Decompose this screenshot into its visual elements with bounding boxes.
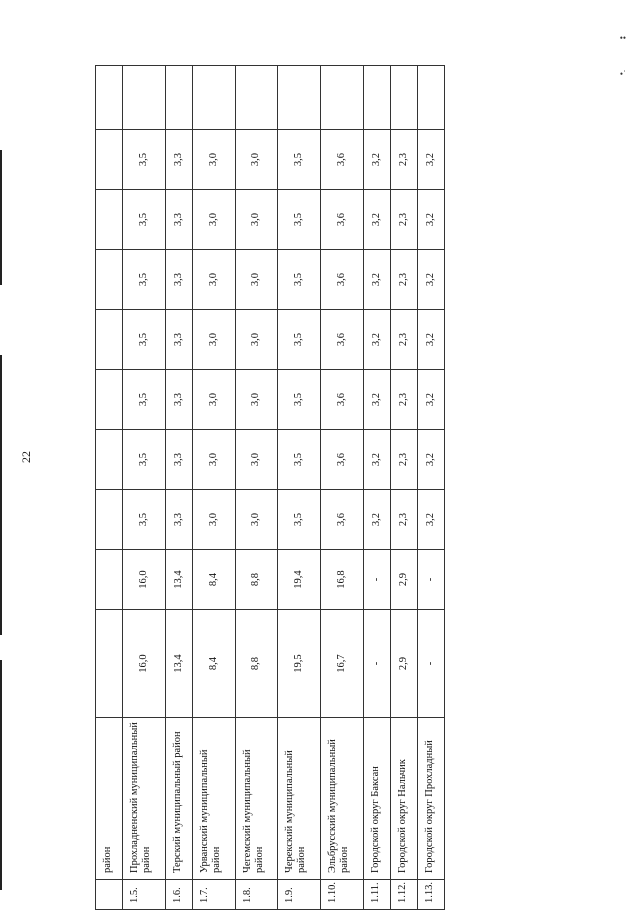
- value-cell: 3,3: [165, 370, 192, 430]
- row-index-cell: 1.9.: [278, 880, 321, 910]
- value-cell: -: [417, 610, 444, 718]
- row-index-cell: 1.5.: [123, 880, 166, 910]
- row-index-cell: 1.12.: [390, 880, 417, 910]
- page-number: 22: [19, 451, 33, 463]
- table-cell: [96, 250, 123, 310]
- value-cell: 3,3: [165, 190, 192, 250]
- value-cell: 16,0: [123, 610, 166, 718]
- table-cell: [96, 550, 123, 610]
- value-cell: 3,2: [417, 430, 444, 490]
- region-name-cell: Урванский муниципальный район: [192, 718, 235, 880]
- value-cell: 3,6: [320, 370, 363, 430]
- corner-mark: •˙: [619, 69, 626, 79]
- region-name-cell: Чегемский муниципальный район: [235, 718, 278, 880]
- value-cell: 3,5: [123, 250, 166, 310]
- table-cell: [96, 370, 123, 430]
- value-cell: 3,5: [123, 430, 166, 490]
- value-cell: 3,0: [235, 370, 278, 430]
- table-cell: [96, 130, 123, 190]
- value-cell: 3,2: [417, 130, 444, 190]
- table-frame: [95, 66, 445, 910]
- value-cell: 2,9: [390, 550, 417, 610]
- value-cell: 16,7: [320, 610, 363, 718]
- value-cell: 3,6: [320, 490, 363, 550]
- value-cell: 3,2: [417, 370, 444, 430]
- rotated-table-container: [95, 66, 445, 910]
- value-cell: 3,5: [123, 370, 166, 430]
- value-cell: 16,8: [320, 550, 363, 610]
- table-row: [235, 66, 278, 910]
- value-cell: 8,8: [235, 550, 278, 610]
- region-name-cell: Эльбрусский муниципальный район: [320, 718, 363, 880]
- table-cell: [96, 880, 123, 910]
- value-cell: 3,5: [123, 130, 166, 190]
- region-name-cell: Городской округ Нальчик: [390, 718, 417, 880]
- table-row: [192, 66, 235, 910]
- value-cell: 3,5: [278, 310, 321, 370]
- value-cell: 8,4: [192, 550, 235, 610]
- value-cell: 3,0: [192, 430, 235, 490]
- value-cell: 3,0: [192, 310, 235, 370]
- value-cell: 2,3: [390, 430, 417, 490]
- row-index-cell: 1.7.: [192, 880, 235, 910]
- value-cell: 3,2: [363, 310, 390, 370]
- table-row: [363, 66, 390, 910]
- value-cell: 8,8: [235, 610, 278, 718]
- value-cell: 13,4: [165, 610, 192, 718]
- value-cell: 16,0: [123, 550, 166, 610]
- value-cell: 3,0: [192, 190, 235, 250]
- value-cell: 3,2: [363, 430, 390, 490]
- value-cell: 2,3: [390, 130, 417, 190]
- value-cell: 3,2: [363, 490, 390, 550]
- region-name-cell: Прохладненский муниципальный район: [123, 718, 166, 880]
- region-name-cell: Терский муниципальный район: [165, 718, 192, 880]
- value-cell: 3,5: [278, 490, 321, 550]
- value-cell: 3,3: [165, 250, 192, 310]
- value-cell: 3,6: [320, 430, 363, 490]
- value-cell: 19,4: [278, 550, 321, 610]
- value-cell: 3,6: [320, 250, 363, 310]
- table-cell: [96, 310, 123, 370]
- value-cell: -: [363, 610, 390, 718]
- table-cell: [363, 66, 390, 130]
- value-cell: 2,3: [390, 250, 417, 310]
- region-name-cell: Городской округ Баксан: [363, 718, 390, 880]
- value-cell: 19,5: [278, 610, 321, 718]
- data-table: [95, 65, 445, 910]
- value-cell: 3,0: [192, 370, 235, 430]
- value-cell: 3,3: [165, 130, 192, 190]
- value-cell: 3,5: [123, 310, 166, 370]
- scan-edge-mark: [0, 355, 2, 635]
- value-cell: 3,3: [165, 430, 192, 490]
- value-cell: 3,2: [363, 370, 390, 430]
- value-cell: 3,5: [123, 490, 166, 550]
- value-cell: 3,5: [278, 250, 321, 310]
- value-cell: 2,9: [390, 610, 417, 718]
- value-cell: 3,0: [235, 190, 278, 250]
- value-cell: 3,5: [123, 190, 166, 250]
- value-cell: -: [363, 550, 390, 610]
- value-cell: 3,0: [192, 130, 235, 190]
- value-cell: 2,3: [390, 190, 417, 250]
- table-cell: [192, 66, 235, 130]
- value-cell: 2,3: [390, 310, 417, 370]
- table-cell: [320, 66, 363, 130]
- table-row: [165, 66, 192, 910]
- row-index-cell: 1.13.: [417, 880, 444, 910]
- table-row: [417, 66, 444, 910]
- table-cell: [278, 66, 321, 130]
- table-cell: [417, 66, 444, 130]
- row-index-cell: 1.8.: [235, 880, 278, 910]
- table-row: [320, 66, 363, 910]
- region-name-cell: район: [96, 718, 123, 880]
- table-cell: [390, 66, 417, 130]
- table-cell: [96, 66, 123, 130]
- value-cell: 3,5: [278, 130, 321, 190]
- region-name-cell: Городской округ Прохладный: [417, 718, 444, 880]
- table-cell: [165, 66, 192, 130]
- table-row: [96, 66, 123, 910]
- value-cell: 3,2: [417, 190, 444, 250]
- value-cell: 3,6: [320, 130, 363, 190]
- table-row: [123, 66, 166, 910]
- scan-edge-mark: [0, 150, 2, 285]
- value-cell: 3,3: [165, 310, 192, 370]
- value-cell: -: [417, 550, 444, 610]
- value-cell: 13,4: [165, 550, 192, 610]
- table-row: [390, 66, 417, 910]
- value-cell: 3,0: [235, 430, 278, 490]
- value-cell: 3,6: [320, 310, 363, 370]
- value-cell: 3,2: [363, 130, 390, 190]
- row-index-cell: 1.11.: [363, 880, 390, 910]
- value-cell: 3,5: [278, 370, 321, 430]
- value-cell: 3,2: [417, 250, 444, 310]
- table-cell: [96, 190, 123, 250]
- value-cell: 3,2: [363, 250, 390, 310]
- table-cell: [96, 490, 123, 550]
- value-cell: 3,0: [235, 310, 278, 370]
- value-cell: 8,4: [192, 610, 235, 718]
- table-cell: [235, 66, 278, 130]
- value-cell: 3,0: [235, 130, 278, 190]
- value-cell: 2,3: [390, 490, 417, 550]
- value-cell: 2,3: [390, 370, 417, 430]
- value-cell: 3,2: [417, 310, 444, 370]
- region-name-cell: Черекский муниципальный район: [278, 718, 321, 880]
- row-index-cell: 1.10.: [320, 880, 363, 910]
- value-cell: 3,0: [235, 490, 278, 550]
- scan-corner-marks: [620, 20, 626, 92]
- value-cell: 3,5: [278, 190, 321, 250]
- table-row: [278, 66, 321, 910]
- value-cell: 3,0: [192, 250, 235, 310]
- corner-mark: ••: [619, 33, 626, 43]
- table-cell: [123, 66, 166, 130]
- table-cell: [96, 430, 123, 490]
- scan-edge-mark: [0, 660, 2, 890]
- row-index-cell: 1.6.: [165, 880, 192, 910]
- value-cell: 3,0: [235, 250, 278, 310]
- value-cell: 3,2: [417, 490, 444, 550]
- value-cell: 3,5: [278, 430, 321, 490]
- value-cell: 3,2: [363, 190, 390, 250]
- value-cell: 3,6: [320, 190, 363, 250]
- table-cell: [96, 610, 123, 718]
- value-cell: 3,0: [192, 490, 235, 550]
- value-cell: 3,3: [165, 490, 192, 550]
